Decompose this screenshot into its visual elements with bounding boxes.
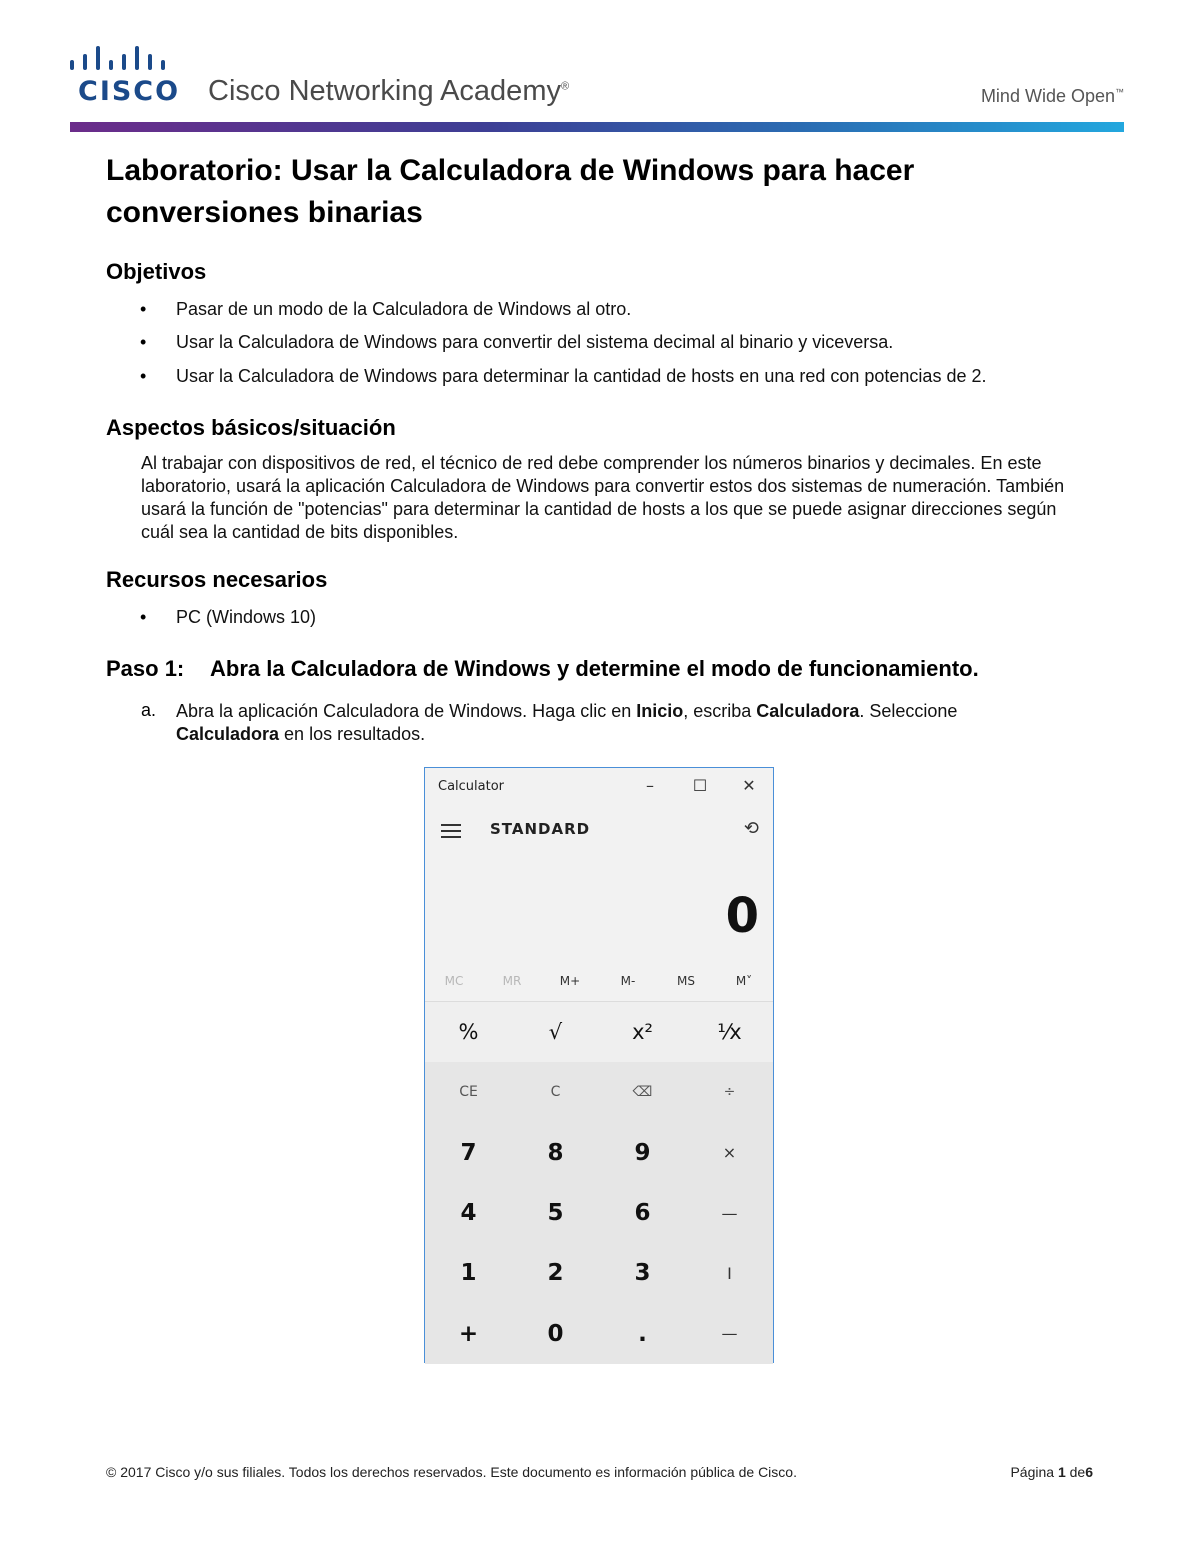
academy-name: Cisco Networking Academy® (208, 75, 570, 107)
background-heading: Aspectos básicos/situación (106, 415, 396, 440)
minus-button[interactable]: — (686, 1183, 773, 1243)
clear-entry-button[interactable]: CE (425, 1062, 512, 1122)
calculator-display: 0 (725, 888, 759, 944)
five-button[interactable]: 5 (512, 1183, 599, 1243)
zero-button[interactable]: 0 (512, 1303, 599, 1363)
resource-item: PC (Windows 10) (176, 607, 317, 627)
calculator-title: Calculator (438, 779, 505, 794)
memory-clear-button[interactable]: MC (444, 974, 464, 988)
objective-item: Usar la Calculadora de Windows para determinar la cantidad de hosts en una red con potencias de 2. (176, 366, 987, 386)
backspace-button[interactable]: ⌫ (599, 1062, 686, 1122)
equals-button[interactable]: — (686, 1303, 773, 1363)
keypad (425, 1002, 773, 1364)
header-rule (70, 122, 1124, 132)
close-icon[interactable]: ✕ (742, 776, 756, 795)
calculator-window (424, 767, 774, 1363)
minimize-icon[interactable]: – (646, 776, 654, 795)
plus-minus-button[interactable]: + (425, 1303, 512, 1363)
six-button[interactable]: 6 (599, 1183, 686, 1243)
cisco-logo-word: CISCO (78, 76, 181, 107)
bullet-icon: • (140, 366, 147, 386)
history-icon[interactable]: ⟲ (743, 818, 759, 839)
step-1a-label: a. (141, 700, 157, 720)
memory-store-button[interactable]: MS (677, 974, 695, 988)
one-button[interactable]: 1 (425, 1243, 512, 1303)
clear-button[interactable]: C (512, 1062, 599, 1122)
tagline: Mind Wide Open™ (980, 86, 1124, 106)
maximize-icon[interactable]: ☐ (692, 776, 708, 795)
objectives-heading: Objetivos (106, 259, 207, 284)
divide-button[interactable]: ÷ (686, 1062, 773, 1122)
objective-item: Usar la Calculadora de Windows para convertir del sistema decimal al binario y viceversa. (176, 332, 894, 352)
memory-add-button[interactable]: M+ (559, 974, 581, 988)
four-button[interactable]: 4 (425, 1183, 512, 1243)
percent-button[interactable]: % (425, 1002, 512, 1062)
sqrt-button[interactable]: √ (512, 1002, 599, 1062)
step-1a-text: Abra la aplicación Calculadora de Windows. Haga clic en Inicio, escriba Calculadora. Seleccione Calculadora en los resultados. (176, 701, 958, 744)
page-title: Laboratorio: Usar la Calculadora de Windows para hacer conversiones binarias (106, 154, 915, 229)
bullet-icon: • (140, 332, 147, 352)
seven-button[interactable]: 7 (425, 1123, 512, 1183)
bullet-icon: • (140, 607, 147, 627)
step-1-title: Paso 1: Abra la Calculadora de Windows y determine el modo de funcionamiento. (106, 656, 979, 681)
memory-recall-button[interactable]: MR (502, 974, 522, 988)
menu-icon[interactable] (441, 824, 461, 838)
bullet-icon: • (140, 299, 147, 319)
three-button[interactable]: 3 (599, 1243, 686, 1303)
eight-button[interactable]: 8 (512, 1123, 599, 1183)
cisco-logo-bars (70, 46, 180, 72)
calculator-mode: STANDARD (490, 820, 591, 838)
page-number: Página 1 de6 (1010, 1464, 1093, 1480)
reciprocal-button[interactable]: ¹⁄x (686, 1002, 773, 1062)
background-paragraph: Al trabajar con dispositivos de red, el técnico de red debe comprender los números binarios y decimales. En este laboratorio, usará la aplicación Calculadora de Windows para convertir estos dos sistemas de numeración. También usará la función de "potencias" para determinar la cantidad de hosts a los que se puede asignar direcciones según cuál sea la cantidad de bits disponibles. (141, 453, 1065, 542)
memory-list-button[interactable]: M˅ (735, 974, 753, 988)
memory-subtract-button[interactable]: M- (620, 974, 636, 988)
square-button[interactable]: x² (599, 1002, 686, 1062)
objective-item: Pasar de un modo de la Calculadora de Windows al otro. (176, 299, 632, 319)
footer-copyright: © 2017 Cisco y/o sus filiales. Todos los derechos reservados. Este documento es información pública de Cisco. (106, 1464, 797, 1480)
resources-heading: Recursos necesarios (106, 567, 328, 592)
two-button[interactable]: 2 (512, 1243, 599, 1303)
nine-button[interactable]: 9 (599, 1123, 686, 1183)
multiply-button[interactable]: × (686, 1123, 773, 1183)
decimal-button[interactable]: . (599, 1303, 686, 1363)
plus-button[interactable]: I (686, 1243, 773, 1303)
